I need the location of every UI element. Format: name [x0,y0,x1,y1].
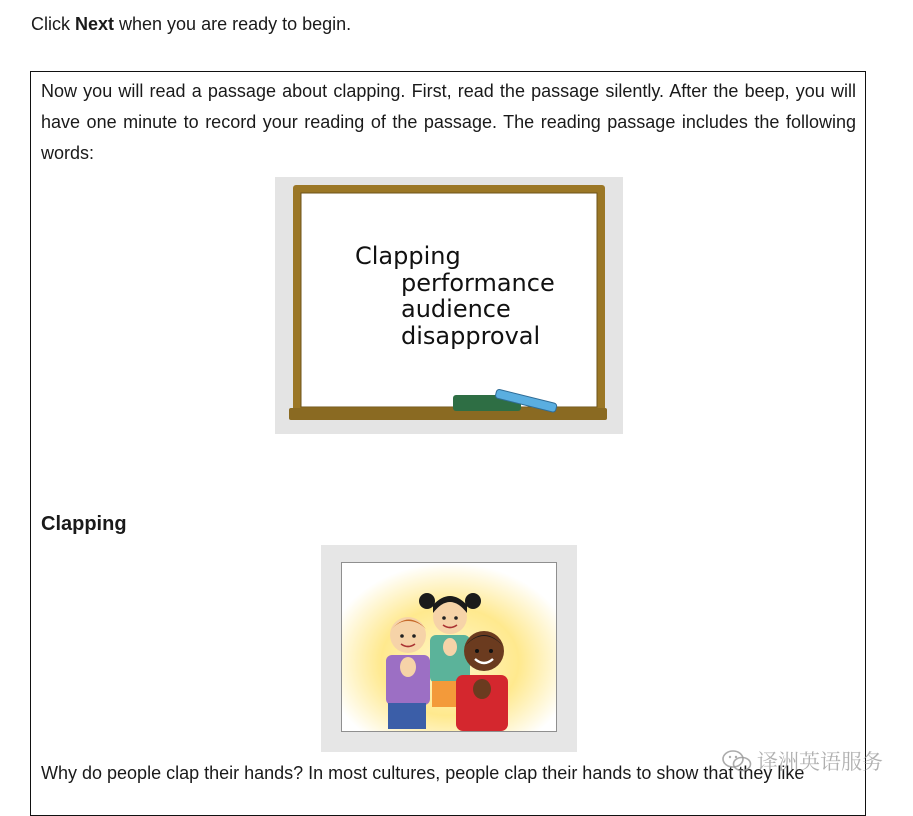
illustration-frame [321,545,577,752]
intro-suffix: when you are ready to begin. [114,14,352,34]
intro-prefix: Click [31,14,75,34]
vocabulary-whiteboard [275,177,623,434]
task-frame [30,71,866,816]
whiteboard-drawing [275,177,623,434]
watermark [722,746,883,776]
passage-title: Clapping [41,513,127,535]
whiteboard-word: Clapping [355,242,461,270]
wechat-icon [722,749,752,773]
whiteboard-word: audience [401,295,511,323]
boy-left-figure [386,617,430,729]
next-keyword: Next [75,14,115,34]
intro-instruction [31,14,351,35]
whiteboard-word: disapproval [401,322,541,350]
task-instructions: Now you will read a passage about clapping. First, read the passage silently. After the beep, you will have one minute to record your reading of the passage. The reading passage includes the following words: [41,81,856,163]
whiteboard-tray [289,408,607,420]
children-clapping-illustration [342,563,557,732]
passage-text: Why do people clap their hands? In most cultures, people clap their hands to show that they like [41,763,805,783]
watermark-text: 译洲英语服务 [757,750,883,774]
illustration-panel [341,562,557,732]
whiteboard-word: performance [401,269,555,297]
